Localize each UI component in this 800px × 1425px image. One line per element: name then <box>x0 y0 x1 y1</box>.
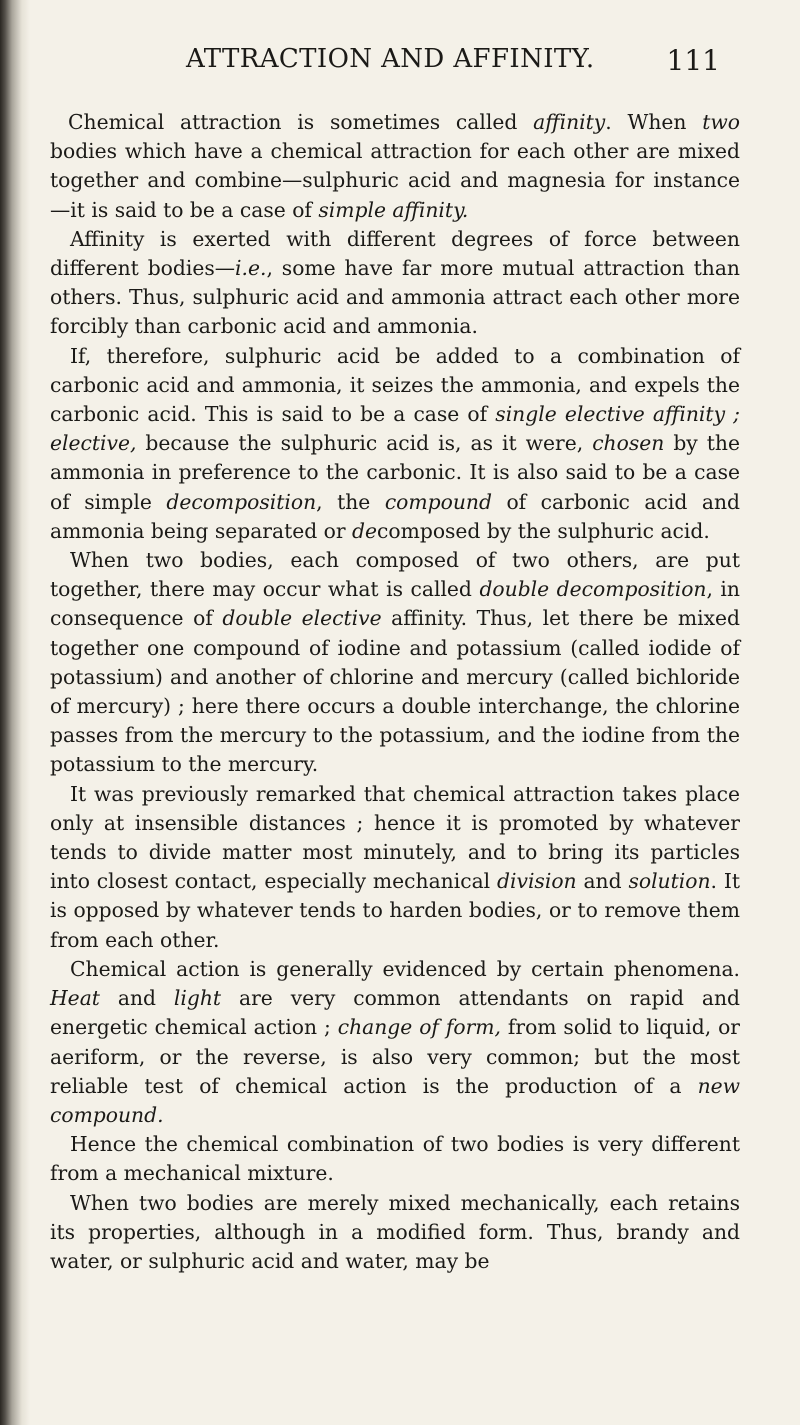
body-text <box>50 108 740 1276</box>
text-run: composed by the sulphuric acid. <box>377 518 710 543</box>
italic-text: solution <box>628 869 711 894</box>
text-run: Hence the chemical combination of two bodies is very different from a mechanical mixture. <box>50 1132 740 1186</box>
italic-text: simple affinity. <box>318 197 469 222</box>
italic-text: new compound. <box>50 1073 740 1127</box>
paragraph <box>50 225 740 342</box>
paragraph <box>50 342 740 546</box>
paragraph <box>50 108 740 225</box>
text-run: and <box>576 869 629 894</box>
text-run: and <box>99 986 174 1011</box>
paragraph <box>50 1130 740 1188</box>
italic-text: double decomposition <box>479 577 707 602</box>
italic-text: single elective affinity ; elective, <box>50 402 740 456</box>
italic-text: Heat <box>50 986 100 1011</box>
text-run: . It is opposed by whatever tends to harden bodies, or to remove them from each other. <box>50 869 740 952</box>
text-run: of carbonic acid and ammonia being separated or <box>50 489 740 543</box>
text-run: , the <box>316 489 385 514</box>
italic-text: chosen <box>592 431 665 456</box>
book-spine-shadow <box>0 0 30 1425</box>
text-run: When two bodies are merely mixed mechanically, each retains its properties, although in a modified form. Thus, brandy and water, or sulphuric acid and water, may be <box>50 1190 740 1273</box>
text-run: . When <box>605 110 703 134</box>
text-run: affinity. Thus, let there be mixed together one compound of iodine and potassium (called iodide of potassium) and another of chlorine and mercury (called bichloride of mercury) ; here there occurs a double interchange, the chlorine passes from the mercury to the potassium, and the iodine from the potassium to the mercury. <box>50 606 740 777</box>
page-number: 111 <box>666 44 720 77</box>
running-head: ATTRACTION AND AFFINITY. <box>186 44 595 74</box>
text-run: are very common attendants on rapid and energetic chemical action ; <box>50 986 740 1040</box>
text-run: Chemical attraction is sometimes called <box>68 110 534 134</box>
text-run: because the sulphuric acid is, as it were, <box>136 431 593 456</box>
paragraph <box>50 1189 740 1277</box>
text-run: Chemical action is generally evidenced by certain phenomena. <box>70 956 740 981</box>
text-run: When two bodies, each composed of two others, are put together, there may occur what is called <box>50 548 740 602</box>
paragraph <box>50 955 740 1130</box>
italic-text: two <box>702 110 740 134</box>
italic-text: i.e. <box>235 256 267 281</box>
italic-text: double elective <box>222 606 382 631</box>
text-run: It was previously remarked that chemical attraction takes place only at insensible distances ; hence it is promoted by whatever tends to divide matter most minutely, and to bring its particles into closest contact, especially mechanical <box>50 781 740 894</box>
italic-text: change of form, <box>337 1015 501 1040</box>
page-header <box>186 44 720 84</box>
paragraph <box>50 780 740 955</box>
italic-text: light <box>173 986 222 1011</box>
text-run: , some have far more mutual attraction than others. Thus, sulphuric acid and ammonia attract each other more forcibly than carbonic acid and ammonia. <box>50 256 740 339</box>
italic-text: affinity <box>533 110 606 134</box>
paragraph <box>50 546 740 780</box>
italic-text: de <box>352 518 378 543</box>
italic-text: decomposition <box>166 489 317 514</box>
text-run: bodies which have a chemical attraction for each other are mixed together and combine—sulphuric acid and magnesia for instance—it is said to be a case of <box>50 139 740 222</box>
text-run: Affinity is exerted with different degrees of force between different bodies— <box>50 226 740 281</box>
text-run: by the ammonia in preference to the carbonic. It is also said to be a case of simple <box>50 431 740 514</box>
italic-text: division <box>497 869 577 894</box>
text-run: , in consequence of <box>50 577 740 631</box>
text-run: from solid to liquid, or aeriform, or the reverse, is also very common; but the most reliable test of chemical action is the production of a <box>50 1015 740 1098</box>
text-run: If, therefore, sulphuric acid be added to a combination of carbonic acid and ammonia, it seizes the ammonia, and expels the carbonic acid. This is said to be a case of <box>50 343 740 427</box>
italic-text: compound <box>384 489 492 514</box>
